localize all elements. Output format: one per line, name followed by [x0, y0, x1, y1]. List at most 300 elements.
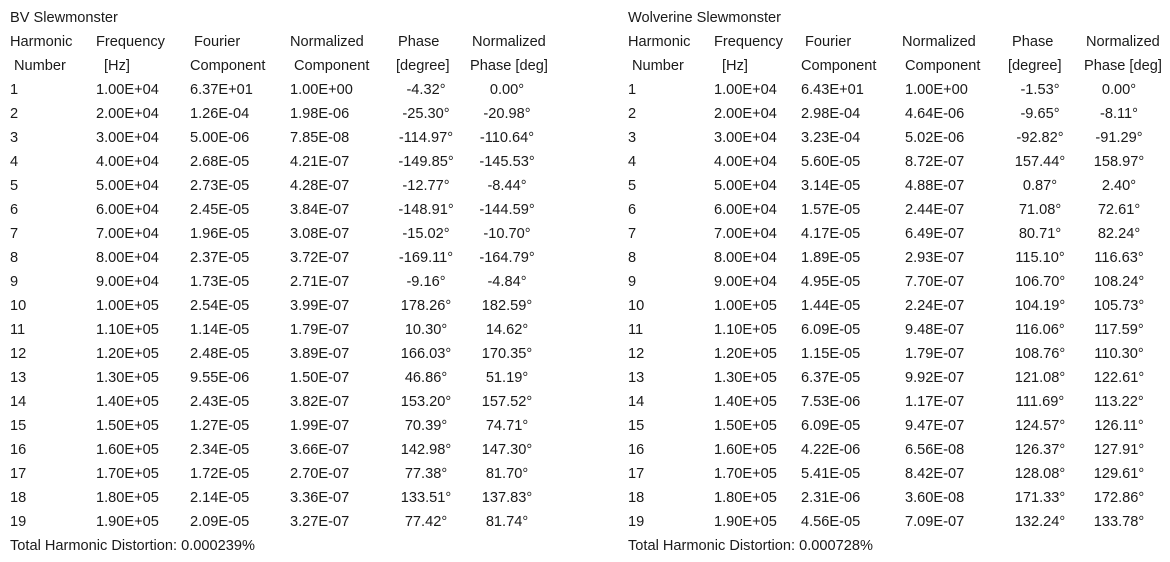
- normalized-phase-cell: 158.97°: [1093, 154, 1145, 170]
- phase-cell: 71.08°: [1018, 202, 1062, 218]
- fourier-component-cell: 2.37E-05: [190, 250, 250, 266]
- table-row: [628, 462, 1145, 486]
- normalized-component-cell: 4.64E-06: [905, 106, 965, 122]
- header-fourier: Fourier: [805, 34, 852, 50]
- normalized-component-cell: 3.60E-08: [905, 490, 965, 506]
- table-row: [10, 438, 533, 462]
- frequency-cell: 9.00E+04: [96, 274, 159, 290]
- harmonic-number-cell: 15: [628, 418, 645, 434]
- harmonic-table-body: [10, 78, 535, 534]
- header-component: Component: [801, 58, 877, 74]
- normalized-phase-cell: 108.24°: [1093, 274, 1145, 290]
- table-row: [10, 294, 533, 318]
- harmonic-number-cell: 13: [10, 370, 27, 386]
- table-row: [10, 78, 525, 102]
- phase-cell: -4.32°: [406, 82, 446, 98]
- frequency-cell: 1.00E+04: [96, 82, 159, 98]
- phase-cell: -169.11°: [398, 250, 454, 266]
- fourier-component-cell: 6.09E-05: [801, 418, 861, 434]
- fourier-component-cell: 5.60E-05: [801, 154, 861, 170]
- normalized-phase-cell: 137.83°: [481, 490, 533, 506]
- frequency-cell: 4.00E+04: [714, 154, 777, 170]
- header-component: Component: [905, 58, 981, 74]
- harmonic-number-cell: 14: [628, 394, 645, 410]
- harmonic-number-cell: 11: [628, 322, 644, 338]
- phase-cell: 166.03°: [400, 346, 452, 362]
- table-row: [628, 486, 1145, 510]
- phase-cell: -9.16°: [406, 274, 446, 290]
- table-row: [10, 486, 533, 510]
- fourier-component-cell: 9.55E-06: [190, 370, 250, 386]
- fourier-component-cell: 5.41E-05: [801, 466, 861, 482]
- normalized-phase-cell: -145.53°: [479, 154, 535, 170]
- normalized-phase-cell: 133.78°: [1093, 514, 1145, 530]
- normalized-phase-cell: 110.30°: [1094, 346, 1144, 362]
- table-row: [628, 270, 1145, 294]
- normalized-phase-cell: 82.24°: [1097, 226, 1141, 242]
- header-hz: [Hz]: [104, 58, 130, 74]
- phase-cell: 121.08°: [1014, 370, 1066, 386]
- fourier-component-cell: 1.26E-04: [190, 106, 250, 122]
- normalized-component-cell: 3.36E-07: [290, 490, 350, 506]
- header-number: Number: [632, 58, 684, 74]
- normalized-phase-cell: 116.63°: [1094, 250, 1144, 266]
- harmonic-number-cell: 2: [10, 106, 19, 122]
- frequency-cell: 1.50E+05: [96, 418, 159, 434]
- table-row: [10, 414, 529, 438]
- fourier-component-cell: 6.43E+01: [801, 82, 864, 98]
- frequency-cell: 1.90E+05: [96, 514, 159, 530]
- frequency-cell: 3.00E+04: [96, 130, 159, 146]
- frequency-cell: 4.00E+04: [96, 154, 159, 170]
- header-normalized: Normalized: [290, 34, 364, 50]
- normalized-component-cell: 3.08E-07: [290, 226, 350, 242]
- normalized-phase-cell: 51.19°: [485, 370, 529, 386]
- frequency-cell: 1.30E+05: [96, 370, 159, 386]
- table-row: [628, 318, 1144, 342]
- fourier-component-cell: 1.73E-05: [190, 274, 250, 290]
- phase-cell: 106.70°: [1014, 274, 1066, 290]
- header-row-1: [628, 30, 1160, 54]
- harmonic-number-cell: 12: [628, 346, 645, 362]
- table-row: [628, 294, 1145, 318]
- normalized-component-cell: 7.85E-08: [290, 130, 350, 146]
- table-row: [10, 390, 533, 414]
- frequency-cell: 6.00E+04: [96, 202, 159, 218]
- harmonic-number-cell: 7: [628, 226, 637, 242]
- normalized-phase-cell: 122.61°: [1093, 370, 1145, 386]
- normalized-component-cell: 8.72E-07: [905, 154, 965, 170]
- normalized-phase-cell: 0.00°: [1101, 82, 1137, 98]
- header-degree: [degree]: [1008, 58, 1062, 74]
- header-row-2: [628, 54, 1162, 78]
- fourier-component-cell: 4.17E-05: [801, 226, 861, 242]
- phase-cell: 0.87°: [1022, 178, 1058, 194]
- table-row: [628, 222, 1141, 246]
- fourier-component-cell: 2.34E-05: [190, 442, 250, 458]
- frequency-cell: 1.80E+05: [96, 490, 159, 506]
- normalized-component-cell: 1.79E-07: [905, 346, 965, 362]
- bv-slewmonster-panel: [10, 6, 548, 558]
- normalized-component-cell: 1.00E+00: [290, 82, 353, 98]
- frequency-cell: 6.00E+04: [714, 202, 777, 218]
- normalized-component-cell: 1.99E-07: [290, 418, 350, 434]
- frequency-cell: 2.00E+04: [714, 106, 777, 122]
- harmonic-number-cell: 16: [10, 442, 27, 458]
- table-row: [628, 438, 1145, 462]
- header-degree: [degree]: [396, 58, 450, 74]
- fourier-component-cell: 1.72E-05: [190, 466, 250, 482]
- header-harmonic: Harmonic: [10, 34, 73, 50]
- normalized-component-cell: 4.21E-07: [290, 154, 350, 170]
- table-row: [10, 102, 531, 126]
- normalized-phase-cell: 2.40°: [1101, 178, 1137, 194]
- frequency-cell: 9.00E+04: [714, 274, 777, 290]
- normalized-phase-cell: -8.44°: [487, 178, 527, 194]
- normalized-component-cell: 3.66E-07: [290, 442, 350, 458]
- frequency-cell: 1.10E+05: [714, 322, 777, 338]
- fourier-component-cell: 2.73E-05: [190, 178, 250, 194]
- normalized-component-cell: 2.70E-07: [290, 466, 350, 482]
- table-row: [10, 270, 527, 294]
- harmonic-number-cell: 18: [10, 490, 27, 506]
- harmonic-number-cell: 11: [10, 322, 26, 338]
- phase-cell: -92.82°: [1016, 130, 1064, 146]
- table-row: [10, 246, 535, 270]
- normalized-phase-cell: -8.11°: [1099, 106, 1139, 122]
- wolverine-slewmonster-panel: [628, 6, 1162, 558]
- frequency-cell: 1.50E+05: [714, 418, 777, 434]
- harmonic-number-cell: 13: [628, 370, 645, 386]
- normalized-component-cell: 1.00E+00: [905, 82, 968, 98]
- normalized-component-cell: 9.92E-07: [905, 370, 965, 386]
- phase-cell: 111.69°: [1015, 394, 1065, 410]
- fourier-component-cell: 4.56E-05: [801, 514, 861, 530]
- normalized-component-cell: 7.09E-07: [905, 514, 965, 530]
- fourier-component-cell: 2.09E-05: [190, 514, 250, 530]
- normalized-phase-cell: 72.61°: [1097, 202, 1141, 218]
- table-row: [10, 342, 533, 366]
- table-row: [10, 222, 531, 246]
- panel-title: BV Slewmonster: [10, 10, 118, 26]
- normalized-component-cell: 4.88E-07: [905, 178, 965, 194]
- table-row: [628, 510, 1145, 534]
- fourier-component-cell: 3.14E-05: [801, 178, 861, 194]
- table-row: [628, 390, 1144, 414]
- fourier-component-cell: 1.14E-05: [190, 322, 250, 338]
- fourier-component-cell: 2.48E-05: [190, 346, 250, 362]
- frequency-cell: 1.40E+05: [96, 394, 159, 410]
- normalized-component-cell: 3.89E-07: [290, 346, 350, 362]
- phase-cell: 46.86°: [404, 370, 448, 386]
- normalized-phase-cell: -4.84°: [487, 274, 527, 290]
- normalized-component-cell: 3.27E-07: [290, 514, 350, 530]
- normalized-component-cell: 4.28E-07: [290, 178, 350, 194]
- phase-cell: 104.19°: [1014, 298, 1066, 314]
- harmonic-number-cell: 1: [628, 82, 637, 98]
- fourier-component-cell: 2.98E-04: [801, 106, 861, 122]
- normalized-component-cell: 9.47E-07: [905, 418, 965, 434]
- harmonic-number-cell: 1: [10, 82, 19, 98]
- header-hz: [Hz]: [722, 58, 748, 74]
- header-phase-deg: Phase [deg]: [1084, 58, 1162, 74]
- frequency-cell: 8.00E+04: [96, 250, 159, 266]
- normalized-component-cell: 2.44E-07: [905, 202, 965, 218]
- phase-cell: -15.02°: [402, 226, 450, 242]
- frequency-cell: 1.20E+05: [96, 346, 159, 362]
- table-row: [628, 246, 1144, 270]
- table-row: [10, 174, 527, 198]
- frequency-cell: 1.90E+05: [714, 514, 777, 530]
- header-normalized-phase: Normalized: [472, 34, 546, 50]
- fourier-component-cell: 2.31E-06: [801, 490, 861, 506]
- fourier-component-cell: 6.37E-05: [801, 370, 861, 386]
- normalized-phase-cell: 74.71°: [485, 418, 529, 434]
- fourier-component-cell: 2.43E-05: [190, 394, 250, 410]
- normalized-component-cell: 1.50E-07: [290, 370, 350, 386]
- phase-cell: -148.91°: [398, 202, 454, 218]
- thd-footer: Total Harmonic Distortion: 0.000728%: [628, 538, 873, 554]
- harmonic-table-body: [628, 78, 1145, 534]
- normalized-phase-cell: -10.70°: [483, 226, 531, 242]
- normalized-component-cell: 1.17E-07: [905, 394, 965, 410]
- normalized-phase-cell: -164.79°: [479, 250, 535, 266]
- header-phase: Phase: [1012, 34, 1054, 50]
- phase-cell: -12.77°: [402, 178, 450, 194]
- fourier-component-cell: 5.00E-06: [190, 130, 250, 146]
- phase-cell: 132.24°: [1014, 514, 1066, 530]
- fourier-component-cell: 1.57E-05: [801, 202, 861, 218]
- header-row-1: [10, 30, 546, 54]
- harmonic-number-cell: 3: [10, 130, 19, 146]
- header-fourier: Fourier: [194, 34, 241, 50]
- harmonic-number-cell: 8: [10, 250, 19, 266]
- table-row: [10, 462, 529, 486]
- normalized-phase-cell: 0.00°: [489, 82, 525, 98]
- harmonic-number-cell: 14: [10, 394, 27, 410]
- normalized-component-cell: 3.99E-07: [290, 298, 350, 314]
- header-number: Number: [14, 58, 66, 74]
- normalized-phase-cell: 113.22°: [1094, 394, 1144, 410]
- phase-cell: 80.71°: [1018, 226, 1062, 242]
- table-row: [10, 198, 535, 222]
- header-row-2: [10, 54, 548, 78]
- fourier-component-cell: 2.45E-05: [190, 202, 250, 218]
- table-row: [10, 318, 529, 342]
- normalized-component-cell: 1.98E-06: [290, 106, 350, 122]
- normalized-component-cell: 3.82E-07: [290, 394, 350, 410]
- phase-cell: 178.26°: [400, 298, 452, 314]
- phase-cell: 133.51°: [400, 490, 452, 506]
- frequency-cell: 1.00E+05: [96, 298, 159, 314]
- frequency-cell: 1.20E+05: [714, 346, 777, 362]
- phase-cell: 10.30°: [404, 322, 448, 338]
- fourier-component-cell: 6.37E+01: [190, 82, 253, 98]
- harmonic-number-cell: 6: [10, 202, 19, 218]
- normalized-component-cell: 2.71E-07: [290, 274, 350, 290]
- fourier-component-cell: 1.44E-05: [801, 298, 861, 314]
- panel-title: Wolverine Slewmonster: [628, 10, 782, 26]
- thd-footer: Total Harmonic Distortion: 0.000239%: [10, 538, 255, 554]
- normalized-phase-cell: 182.59°: [481, 298, 533, 314]
- fourier-component-cell: 4.95E-05: [801, 274, 861, 290]
- phase-cell: -149.85°: [398, 154, 454, 170]
- harmonic-number-cell: 19: [10, 514, 27, 530]
- fourier-component-cell: 2.54E-05: [190, 298, 250, 314]
- frequency-cell: 7.00E+04: [96, 226, 159, 242]
- phase-cell: 116.06°: [1015, 322, 1065, 338]
- frequency-cell: 2.00E+04: [96, 106, 159, 122]
- normalized-phase-cell: 81.74°: [485, 514, 529, 530]
- frequency-cell: 8.00E+04: [714, 250, 777, 266]
- header-component: Component: [294, 58, 370, 74]
- fourier-component-cell: 1.15E-05: [801, 346, 861, 362]
- phase-cell: 153.20°: [400, 394, 452, 410]
- fourier-component-cell: 1.89E-05: [801, 250, 861, 266]
- frequency-cell: 1.00E+05: [714, 298, 777, 314]
- harmonic-number-cell: 17: [628, 466, 645, 482]
- phase-cell: -9.65°: [1020, 106, 1060, 122]
- normalized-component-cell: 7.70E-07: [905, 274, 965, 290]
- harmonic-number-cell: 12: [10, 346, 27, 362]
- normalized-component-cell: 3.72E-07: [290, 250, 350, 266]
- table-row: [628, 366, 1145, 390]
- harmonic-number-cell: 6: [628, 202, 637, 218]
- normalized-component-cell: 1.79E-07: [290, 322, 350, 338]
- phase-cell: 142.98°: [400, 442, 452, 458]
- frequency-cell: 5.00E+04: [96, 178, 159, 194]
- normalized-phase-cell: 127.91°: [1093, 442, 1145, 458]
- normalized-phase-cell: 126.11°: [1094, 418, 1144, 434]
- header-normalized: Normalized: [902, 34, 976, 50]
- table-row: [628, 198, 1141, 222]
- normalized-phase-cell: 129.61°: [1093, 466, 1145, 482]
- normalized-phase-cell: -110.64°: [479, 130, 535, 146]
- normalized-phase-cell: -91.29°: [1095, 130, 1143, 146]
- harmonic-number-cell: 5: [10, 178, 19, 194]
- harmonic-number-cell: 16: [628, 442, 645, 458]
- table-row: [628, 342, 1144, 366]
- harmonic-number-cell: 4: [628, 154, 637, 170]
- harmonic-number-cell: 10: [628, 298, 645, 314]
- harmonic-number-cell: 8: [628, 250, 637, 266]
- normalized-phase-cell: -20.98°: [483, 106, 531, 122]
- normalized-component-cell: 9.48E-07: [905, 322, 965, 338]
- fourier-component-cell: 2.14E-05: [190, 490, 250, 506]
- normalized-component-cell: 6.56E-08: [905, 442, 965, 458]
- table-row: [628, 150, 1145, 174]
- fourier-component-cell: 4.22E-06: [801, 442, 861, 458]
- phase-cell: 70.39°: [404, 418, 448, 434]
- table-row: [10, 366, 529, 390]
- header-component: Component: [190, 58, 266, 74]
- frequency-cell: 1.60E+05: [96, 442, 159, 458]
- table-row: [628, 126, 1143, 150]
- header-frequency: Frequency: [714, 34, 783, 50]
- normalized-phase-cell: 147.30°: [481, 442, 533, 458]
- frequency-cell: 3.00E+04: [714, 130, 777, 146]
- phase-cell: 77.38°: [404, 466, 448, 482]
- table-row: [628, 102, 1139, 126]
- phase-cell: -25.30°: [402, 106, 450, 122]
- header-normalized-phase: Normalized: [1086, 34, 1160, 50]
- fourier-component-cell: 6.09E-05: [801, 322, 861, 338]
- phase-cell: 124.57°: [1014, 418, 1066, 434]
- harmonic-number-cell: 9: [628, 274, 637, 290]
- header-frequency: Frequency: [96, 34, 165, 50]
- harmonic-number-cell: 2: [628, 106, 637, 122]
- frequency-cell: 1.30E+05: [714, 370, 777, 386]
- table-row: [10, 150, 535, 174]
- normalized-component-cell: 2.93E-07: [905, 250, 965, 266]
- phase-cell: 128.08°: [1014, 466, 1066, 482]
- frequency-cell: 1.00E+04: [714, 82, 777, 98]
- frequency-cell: 1.70E+05: [714, 466, 777, 482]
- fourier-component-cell: 2.68E-05: [190, 154, 250, 170]
- table-row: [628, 174, 1137, 198]
- normalized-phase-cell: 105.73°: [1093, 298, 1145, 314]
- frequency-cell: 5.00E+04: [714, 178, 777, 194]
- harmonic-number-cell: 7: [10, 226, 19, 242]
- harmonic-number-cell: 3: [628, 130, 637, 146]
- fourier-component-cell: 7.53E-06: [801, 394, 861, 410]
- table-row: [628, 78, 1137, 102]
- fourier-component-cell: 1.27E-05: [190, 418, 250, 434]
- harmonic-number-cell: 5: [628, 178, 637, 194]
- harmonic-number-cell: 17: [10, 466, 27, 482]
- normalized-phase-cell: 117.59°: [1094, 322, 1144, 338]
- phase-cell: -1.53°: [1020, 82, 1060, 98]
- header-phase-deg: Phase [deg]: [470, 58, 548, 74]
- frequency-cell: 1.10E+05: [96, 322, 159, 338]
- harmonic-number-cell: 10: [10, 298, 27, 314]
- fourier-component-cell: 1.96E-05: [190, 226, 250, 242]
- harmonic-number-cell: 15: [10, 418, 27, 434]
- harmonic-number-cell: 4: [10, 154, 19, 170]
- normalized-component-cell: 2.24E-07: [905, 298, 965, 314]
- harmonic-number-cell: 18: [628, 490, 645, 506]
- frequency-cell: 7.00E+04: [714, 226, 777, 242]
- harmonic-number-cell: 9: [10, 274, 19, 290]
- normalized-component-cell: 6.49E-07: [905, 226, 965, 242]
- normalized-phase-cell: 81.70°: [485, 466, 529, 482]
- header-phase: Phase: [398, 34, 440, 50]
- phase-cell: 77.42°: [404, 514, 448, 530]
- table-row: [628, 414, 1144, 438]
- normalized-phase-cell: 172.86°: [1093, 490, 1145, 506]
- phase-cell: 171.33°: [1014, 490, 1066, 506]
- phase-cell: -114.97°: [398, 130, 454, 146]
- frequency-cell: 1.60E+05: [714, 442, 777, 458]
- normalized-component-cell: 8.42E-07: [905, 466, 965, 482]
- frequency-cell: 1.40E+05: [714, 394, 777, 410]
- frequency-cell: 1.80E+05: [714, 490, 777, 506]
- normalized-component-cell: 3.84E-07: [290, 202, 350, 218]
- normalized-component-cell: 5.02E-06: [905, 130, 965, 146]
- normalized-phase-cell: -144.59°: [479, 202, 535, 218]
- phase-cell: 157.44°: [1014, 154, 1066, 170]
- phase-cell: 126.37°: [1014, 442, 1066, 458]
- normalized-phase-cell: 14.62°: [485, 322, 529, 338]
- table-row: [10, 510, 529, 534]
- table-row: [10, 126, 535, 150]
- fourier-component-cell: 3.23E-04: [801, 130, 861, 146]
- harmonic-number-cell: 19: [628, 514, 645, 530]
- header-harmonic: Harmonic: [628, 34, 691, 50]
- normalized-phase-cell: 157.52°: [481, 394, 533, 410]
- frequency-cell: 1.70E+05: [96, 466, 159, 482]
- phase-cell: 115.10°: [1015, 250, 1065, 266]
